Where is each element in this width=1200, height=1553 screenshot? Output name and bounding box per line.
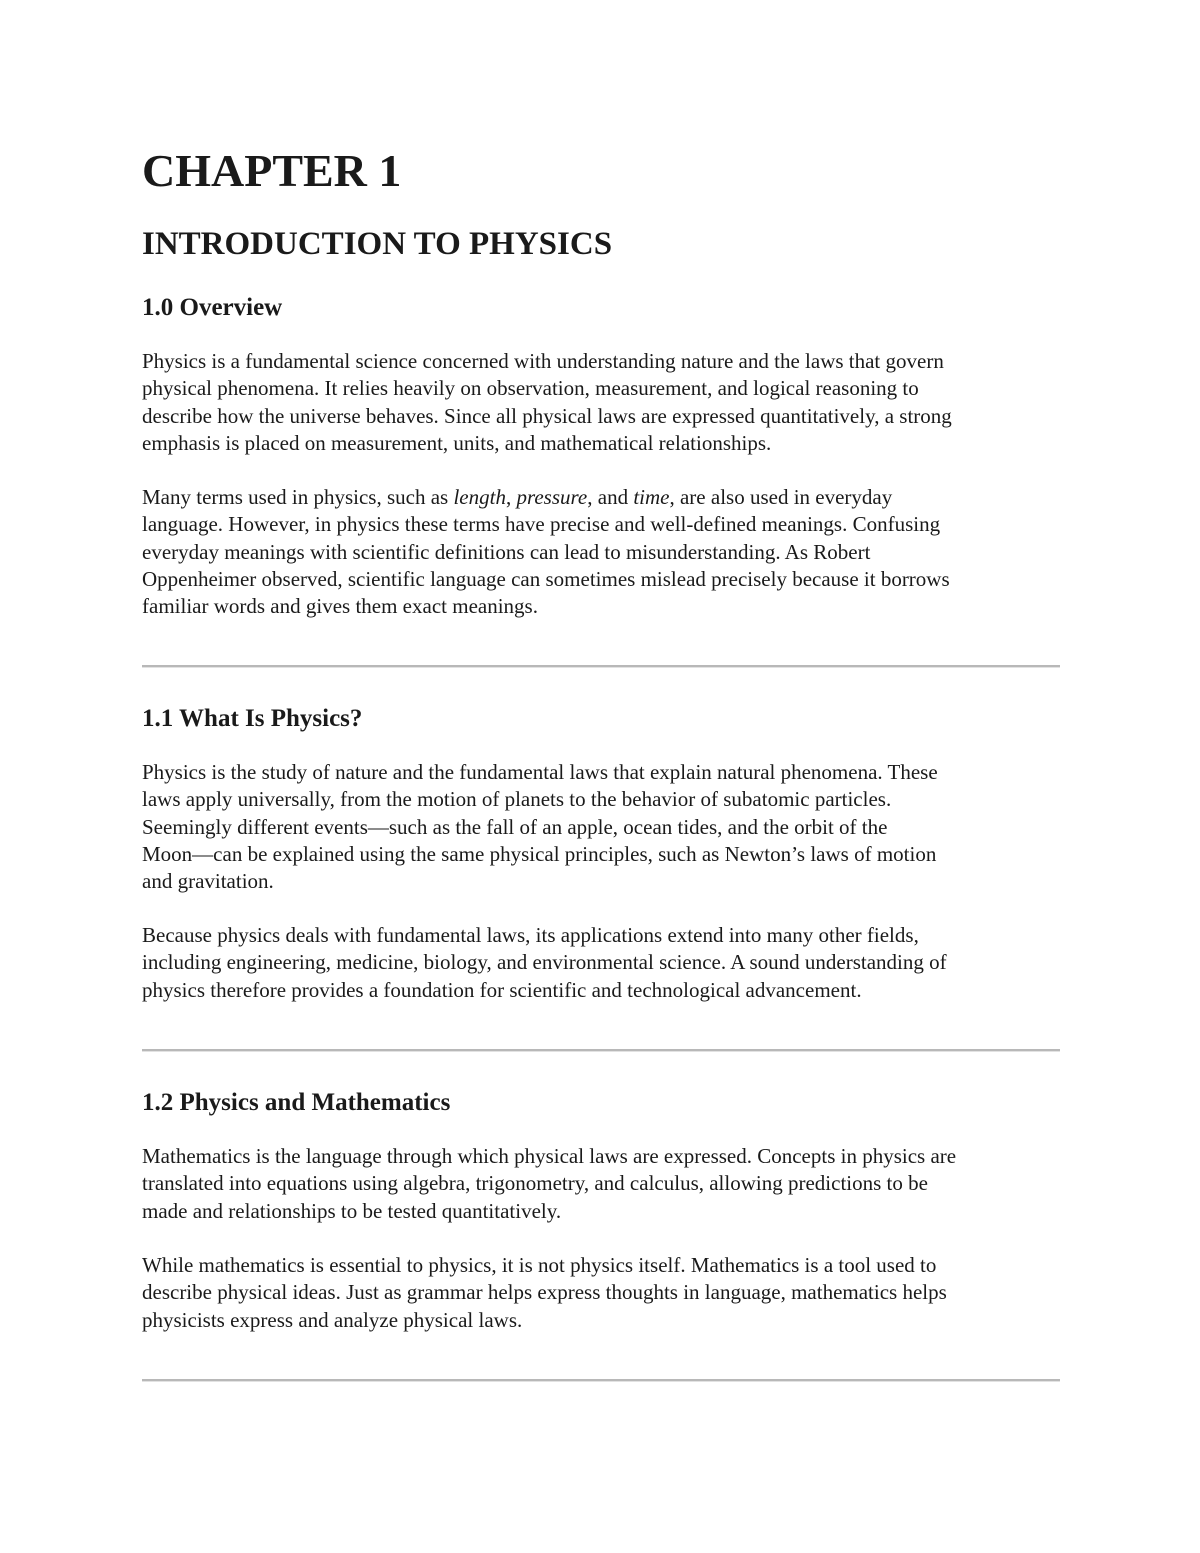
section-heading-physics-and-mathematics: 1.2 Physics and Mathematics <box>142 1089 451 1116</box>
text-line: Seemingly different events—such as the fall of an apple, ocean tides, and the orbit of the <box>142 814 888 839</box>
text-line: made and relationships to be tested quantitatively. <box>142 1198 562 1223</box>
text-line: Mathematics is the language through which physical laws are expressed. Concepts in physics are <box>142 1144 957 1168</box>
physics-mathematics-paragraph-2 <box>142 1252 947 1334</box>
text-line: Physics is a fundamental science concerned with understanding nature and the laws that govern <box>142 349 944 373</box>
text-line: describe how the universe behaves. Since all physical laws are expressed quantitatively, a strong <box>142 403 952 428</box>
text-line <box>142 484 950 511</box>
overview-paragraph-1 <box>142 348 952 457</box>
section-divider <box>142 1049 1060 1052</box>
text-run: , and <box>587 485 634 509</box>
text-line: Because physics deals with fundamental laws, its applications extend into many other fields, <box>142 923 919 947</box>
physics-mathematics-paragraph-1 <box>142 1143 956 1225</box>
text-line: Moon—can be explained using the same physical principles, such as Newton’s laws of motion <box>142 841 937 866</box>
text-line: and gravitation. <box>142 869 274 894</box>
text-line: While mathematics is essential to physics, it is not physics itself. Mathematics is a tool used to <box>142 1253 937 1277</box>
text-run: , <box>505 485 517 509</box>
text-line: familiar words and gives them exact meanings. <box>142 594 538 619</box>
section-divider <box>142 665 1060 668</box>
text-line: describe physical ideas. Just as grammar helps express thoughts in language, mathematics helps <box>142 1280 947 1305</box>
section-heading-what-is-physics: 1.1 What Is Physics? <box>142 705 363 732</box>
chapter-title: CHAPTER 1 <box>142 145 402 196</box>
text-line: Physics is the study of nature and the fundamental laws that explain natural phenomena. These <box>142 760 938 784</box>
chapter-subtitle: INTRODUCTION TO PHYSICS <box>142 226 613 262</box>
text-run: Many terms used in physics, such as <box>142 485 454 509</box>
overview-paragraph-2 <box>142 484 950 620</box>
text-line: everyday meanings with scientific definitions can lead to misunderstanding. As Robert <box>142 539 871 564</box>
text-line: physical phenomena. It relies heavily on observation, measurement, and logical reasoning to <box>142 376 919 401</box>
text-run: , are also used in everyday <box>669 485 893 509</box>
text-line: including engineering, medicine, biology, and environmental science. A sound understanding of <box>142 950 947 975</box>
section-divider <box>142 1379 1060 1382</box>
italic-term-pressure: pressure <box>516 485 588 509</box>
what-is-physics-paragraph-1 <box>142 759 938 895</box>
text-line: laws apply universally, from the motion of planets to the behavior of subatomic particles. <box>142 787 892 812</box>
text-line: physics therefore provides a foundation for scientific and technological advancement. <box>142 977 862 1002</box>
text-line: physicists express and analyze physical laws. <box>142 1307 523 1332</box>
section-heading-overview: 1.0 Overview <box>142 294 283 321</box>
text-line: Oppenheimer observed, scientific language can sometimes mislead precisely because it borrows <box>142 566 950 591</box>
text-line: language. However, in physics these terms have precise and well-defined meanings. Confusing <box>142 512 941 537</box>
what-is-physics-paragraph-2 <box>142 922 947 1004</box>
text-line: emphasis is placed on measurement, units, and mathematical relationships. <box>142 430 772 455</box>
text-line: translated into equations using algebra, trigonometry, and calculus, allowing predictions to be <box>142 1171 928 1196</box>
italic-term-time: time <box>633 485 670 509</box>
italic-term-length: length <box>453 485 506 509</box>
